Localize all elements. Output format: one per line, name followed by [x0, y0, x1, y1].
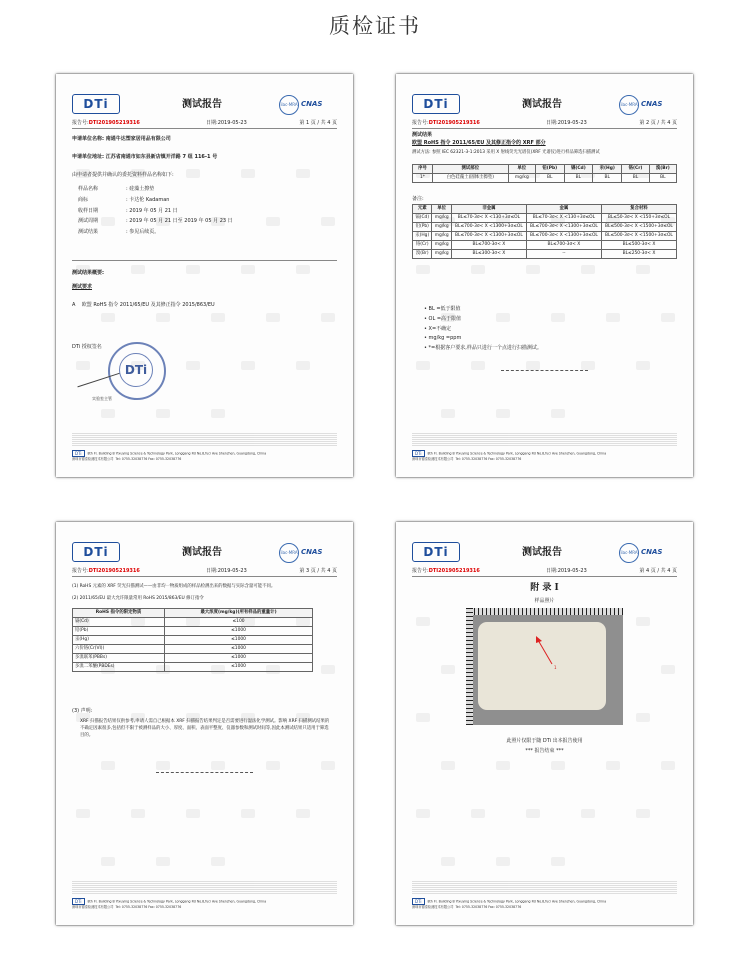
table-row [73, 617, 313, 626]
table-cell: BL≤70-3σ< X <130+3σ≤OL [451, 213, 526, 222]
report-number: 报告号:DTI201905219316 [412, 120, 480, 126]
watermark [551, 761, 565, 770]
table-row [413, 222, 677, 231]
table-cell: 1* [413, 173, 433, 182]
footer-logo: DTi [72, 898, 85, 905]
note-item: • BL =低于限值 [424, 306, 461, 312]
table-cell: 汞(Hg) [413, 231, 432, 240]
screening-table [412, 164, 677, 183]
table-cell: 溴(Br) [413, 249, 432, 258]
table-cell: ≤1000 [165, 626, 313, 635]
watermark [156, 313, 170, 322]
report-date: 日期:2019-05-23 [546, 120, 587, 126]
note-item: • OL =高于限值 [424, 315, 462, 322]
table-cell: BL≤250-3σ< X [601, 249, 676, 258]
dti-stamp: DTi [108, 342, 166, 400]
table-cell: ≤1000 [165, 644, 313, 653]
note-3-label: (3) 声明: [72, 708, 93, 714]
watermark [416, 809, 430, 818]
cnas-logo: CNAS [641, 100, 663, 108]
table-header: 复合材料 [601, 205, 676, 214]
footer-logo: DTi [72, 450, 85, 457]
sample-photo [466, 608, 623, 725]
dti-logo: DTi [412, 542, 460, 562]
table-header: 非金属 [451, 205, 526, 214]
summary-label: 测试结果概要: [72, 270, 105, 276]
table-cell: 铅(Pb) [73, 626, 165, 635]
note-1: (1) RoHS 元素的 XRF 荧光扫描测试——由非均一物质组成的样品检测出来的数据与实际含量可能不同。 [72, 584, 276, 589]
watermark [636, 809, 650, 818]
requirement-label: 测试要求 [72, 284, 93, 290]
watermark [321, 313, 335, 322]
dti-logo: DTi [72, 542, 120, 562]
report-page-4 [396, 522, 693, 925]
table-header: RoHS 指令的限定物质 [73, 609, 165, 618]
page-title: 质检证书 [329, 14, 421, 38]
cnas-logo: CNAS [641, 548, 663, 556]
watermark [441, 409, 455, 418]
watermark [441, 665, 455, 674]
watermark [496, 857, 510, 866]
table-header: 最大浓度(mg/kg)(所有样品的重量计) [165, 609, 313, 618]
table-cell: ≤1000 [165, 662, 313, 671]
report-title: 测试报告 [522, 547, 562, 558]
marker-arrow-icon [466, 608, 623, 725]
table-cell: BL≤700-3σ< X <1300+3σ≤OL [526, 231, 601, 240]
watermark [156, 409, 170, 418]
field-key: 测试结果 [78, 229, 99, 235]
table-cell: ≤100 [165, 617, 313, 626]
table-header: 溴(Br) [649, 165, 676, 174]
watermark [581, 809, 595, 818]
table-cell: ≤1000 [165, 653, 313, 662]
watermark [581, 361, 595, 370]
field-key: 商标 [78, 196, 89, 203]
report-date: 日期:2019-05-23 [206, 568, 247, 574]
watermark [526, 265, 540, 274]
report-end: *** 报告结束 *** [525, 748, 564, 754]
report-number: 报告号:DTI201905219316 [72, 568, 140, 574]
table-cell: mg/kg [432, 222, 451, 231]
table-cell: ≤1000 [165, 635, 313, 644]
footer-fine-print [412, 881, 677, 895]
footer-fine-print [412, 433, 677, 447]
report-header [412, 542, 677, 564]
table-cell: BL [622, 173, 649, 182]
table-cell: BL≤70-3σ< X <130+3σ≤OL [526, 213, 601, 222]
field-row: 商标 : 卡达伦 Kadaman [78, 196, 170, 203]
ilac-mra-logo: ilac-MRA [279, 95, 299, 115]
photo-caption: 此照片仅限于随 DTi 出本报告使用 [506, 738, 583, 744]
watermark [581, 265, 595, 274]
table-cell: 镉(Cd) [73, 617, 165, 626]
field-value: 硅藻土擦垫 [129, 186, 155, 192]
report-page-3 [56, 522, 353, 925]
footer-fine-print [72, 433, 337, 447]
test-method: 测试方法: 参照 IEC 62321-3-1:2013 采用 X 射线荧光光谱仪(XRF 光谱仪)进行样品筛选扫描测试 [412, 150, 600, 155]
report-page-2 [396, 74, 693, 477]
watermark [471, 361, 485, 370]
marker-label: 1 [554, 665, 557, 670]
table-row [73, 653, 313, 662]
footer-logo: DTi [412, 898, 425, 905]
table-cell: BL≤500-3σ< X [601, 240, 676, 249]
watermark [241, 809, 255, 818]
table-cell: BL≤700-3σ< X <1300+3σ≤OL [451, 222, 526, 231]
table-cell: 铬(Cr) [413, 240, 432, 249]
table-cell: BL≤300-3σ< X [451, 249, 526, 258]
cnas-logo: CNAS [301, 100, 323, 108]
report-footer: DTi 8th Fl. Building B Yixuying Science & Technology Park, Longgang Rd No.8,fuci Ave Shenzhen, Guangdong, China 深圳市德泰检测技术有限公司 Tel: 0755-32038776 Fax: 0755-32038776 [72, 881, 337, 911]
watermark [636, 617, 650, 626]
approver-label: DTi 授权签名 [72, 344, 102, 350]
sample-fields [78, 186, 337, 240]
table-cell: 白色硅藻土(固体土擦垫) [432, 173, 508, 182]
field-key: 测试周期 [78, 218, 99, 225]
limits-table [412, 204, 677, 259]
watermark [296, 361, 310, 370]
table-cell: BL≤700-3σ< X [526, 240, 601, 249]
table-header: 铅(Pb) [535, 165, 564, 174]
watermark [101, 313, 115, 322]
page-number: 第 4 页 / 共 4 页 [639, 568, 677, 574]
note-item: • *=根据客户要求,样品只进行一个点进行扫描测试。 [424, 345, 542, 351]
page-number: 第 3 页 / 共 4 页 [299, 568, 337, 574]
watermark [526, 361, 540, 370]
watermark [101, 761, 115, 770]
ilac-mra-logo: ilac-MRA [619, 543, 639, 563]
watermark [211, 409, 225, 418]
table-row [413, 249, 677, 258]
watermark [266, 313, 280, 322]
table-header: 铬(Cr) [622, 165, 649, 174]
watermark [551, 409, 565, 418]
ilac-mra-logo: ilac-MRA [279, 543, 299, 563]
watermark [416, 361, 430, 370]
table-cell: BL≤500-3σ< X <1500+3σ≤OL [601, 222, 676, 231]
watermark [266, 761, 280, 770]
field-value: 2019 年 05 月 21 日至 2019 年 05 月 23 日 [129, 218, 233, 225]
report-title: 测试报告 [522, 99, 562, 110]
table-header: 汞(Hg) [593, 165, 622, 174]
watermark [416, 617, 430, 626]
report-title: 测试报告 [182, 547, 222, 558]
report-date: 日期:2019-05-23 [546, 568, 587, 574]
table-cell: 汞(Hg) [73, 635, 165, 644]
table-cell: mg/kg [432, 213, 451, 222]
field-key: 收样日期 [78, 207, 99, 214]
table-header: 测试部位 [432, 165, 508, 174]
table-row [413, 231, 677, 240]
note-3: XRF 扫描报告结果仅供参考,申请人需自己根据本 XRF 扫描报告结果判定是否需要进行湿法化学测试。影响 XRF 扫描测试结果的不确定因素很多,包括但不限于被测样品的大小、厚度、面积、表面平整度、仪器参数和测试时间等,因此本测试结果只适用于筛选目的。 [80, 719, 330, 739]
watermark [526, 809, 540, 818]
footer-logo: DTi [412, 450, 425, 457]
watermark [496, 409, 510, 418]
field-value: 卡达伦 Kadaman [129, 196, 170, 203]
table-cell: BL [564, 173, 593, 182]
table-header: 元素 [413, 205, 432, 214]
note-item: • X=不确定 [424, 325, 452, 332]
field-row: 样品名称 : 硅藻土擦垫 [78, 186, 155, 192]
dti-logo: DTi [412, 94, 460, 114]
watermark [416, 713, 430, 722]
report-footer: DTi 8th Fl. Building B Yixuying Science & Technology Park, Longgang Rd No.8,fuci Ave Shenzhen, Guangdong, China 深圳市德泰检测技术有限公司 Tel: 0755-32038776 Fax: 0755-32038776 [412, 433, 677, 463]
watermark [321, 761, 335, 770]
table-row [73, 644, 313, 653]
table-cell: 多溴联苯(PBBs) [73, 653, 165, 662]
watermark [441, 857, 455, 866]
table-cell: 多溴二苯醚(PBDEs) [73, 662, 165, 671]
field-key: 样品名称 [78, 186, 99, 192]
table-row [73, 662, 313, 671]
table-cell: BL [593, 173, 622, 182]
table-cell: mg/kg [432, 249, 451, 258]
report-number: 报告号:DTI201905219316 [72, 120, 140, 126]
table-row [73, 635, 313, 644]
note-2: (2) 2011/65/EU 最大允许限量常用 RoHS 2015/863/EU 修订指令 [72, 596, 204, 601]
table-cell: BL [535, 173, 564, 182]
watermark [636, 361, 650, 370]
report-date: 日期:2019-05-23 [206, 120, 247, 126]
requirement-item: A 欧盟 RoHS 指令 2011/65/EU 及其修正指令 2015/863/EU [72, 302, 215, 308]
footer-fine-print [72, 881, 337, 895]
limits-table [72, 608, 313, 672]
table-cell: BL≤700-3σ< X <1300+3σ≤OL [526, 222, 601, 231]
watermark [211, 857, 225, 866]
report-footer: DTi 8th Fl. Building B Yixuying Science & Technology Park, Longgang Rd No.8,fuci Ave Shenzhen, Guangdong, China 深圳市德泰检测技术有限公司 Tel: 0755-32038776 Fax: 0755-32038776 [412, 881, 677, 911]
table-cell: mg/kg [508, 173, 535, 182]
watermark [156, 761, 170, 770]
cnas-logo: CNAS [301, 548, 323, 556]
watermark [661, 761, 675, 770]
report-footer: DTi 8th Fl. Building B Yixuying Science & Technology Park, Longgang Rd No.8,fuci Ave Shenzhen, Guangdong, China 深圳市德泰检测技术有限公司 Tel: 0755-32038776 Fax: 0755-32038776 [72, 433, 337, 463]
watermark [101, 409, 115, 418]
field-value: 2019 年 05 月 21 日 [129, 207, 178, 214]
table-row [73, 626, 313, 635]
report-header [412, 94, 677, 116]
table-cell: BL [649, 173, 676, 182]
watermark [186, 809, 200, 818]
photo-label: 样品照片 [534, 598, 555, 604]
appendix-title: 附 录 I [530, 583, 559, 593]
watermark [156, 857, 170, 866]
watermark [471, 809, 485, 818]
ilac-mra-logo: ilac-MRA [619, 95, 639, 115]
dti-logo: DTi [72, 94, 120, 114]
table-cell: mg/kg [432, 240, 451, 249]
watermark [551, 857, 565, 866]
table-header: 单位 [508, 165, 535, 174]
report-title: 测试报告 [182, 99, 222, 110]
watermark [131, 809, 145, 818]
applicant-line: 申请单位名称: 南通牛达塑家居用品有限公司 [72, 136, 171, 142]
table-row [413, 240, 677, 249]
page-number: 第 1 页 / 共 4 页 [299, 120, 337, 126]
watermark [471, 265, 485, 274]
intro-text: 由申请者提供并确认的委托资料样品名称如下: [72, 172, 174, 178]
table-cell: 铅(Pb) [413, 222, 432, 231]
watermark [416, 265, 430, 274]
watermark [441, 761, 455, 770]
watermark [606, 761, 620, 770]
watermark [186, 361, 200, 370]
table-cell: 镉(Cd) [413, 213, 432, 222]
table-cell: BL≤700-3σ< X [451, 240, 526, 249]
table-header: 单位 [432, 205, 451, 214]
table-header: 镉(Cd) [564, 165, 593, 174]
table-row [413, 213, 677, 222]
stamp-caption: 实验室主管 [92, 396, 112, 401]
note-item: • mg/kg =ppm [424, 335, 462, 342]
table-cell: 六价铬(Cr(VI)) [73, 644, 165, 653]
table-cell: BL≤700-3σ< X <1300+3σ≤OL [451, 231, 526, 240]
table-header: 金属 [526, 205, 601, 214]
report-number: 报告号:DTI201905219316 [412, 568, 480, 574]
watermark [321, 665, 335, 674]
report-header [72, 94, 337, 116]
note-label: 备注: [412, 196, 424, 202]
watermark [211, 761, 225, 770]
watermark [636, 265, 650, 274]
watermark [636, 713, 650, 722]
rohs-line: 欧盟 RoHS 指令 2011/65/EU 及其修正指令的 XRF 部分 [412, 140, 546, 146]
notes-list [424, 306, 677, 355]
watermark [76, 809, 90, 818]
table-cell: mg/kg [432, 231, 451, 240]
table-cell: -- [526, 249, 601, 258]
watermark [241, 361, 255, 370]
field-value: 参见后续页。 [129, 229, 160, 235]
address-line: 申请单位地址: 江苏省南通市如东县新店镇开洋路 7 组 116-1 号 [72, 154, 218, 160]
watermark [101, 857, 115, 866]
table-cell: BL≤500-3σ< X <1500+3σ≤OL [601, 231, 676, 240]
page-number: 第 2 页 / 共 4 页 [639, 120, 677, 126]
field-row: 测试结果 : 参见后续页。 [78, 229, 160, 235]
report-page-1 [56, 74, 353, 477]
watermark [496, 761, 510, 770]
table-header: 序号 [413, 165, 433, 174]
watermark [296, 809, 310, 818]
field-row: 测试周期 : 2019 年 05 月 21 日至 2019 年 05 月 23 日 [78, 218, 233, 225]
report-header [72, 542, 337, 564]
watermark [211, 313, 225, 322]
table-cell: BL≤50-3σ< X <150+3σ≤OL [601, 213, 676, 222]
field-row: 收样日期 : 2019 年 05 月 21 日 [78, 207, 178, 214]
watermark [661, 665, 675, 674]
result-label: 测试结果 [412, 132, 433, 138]
